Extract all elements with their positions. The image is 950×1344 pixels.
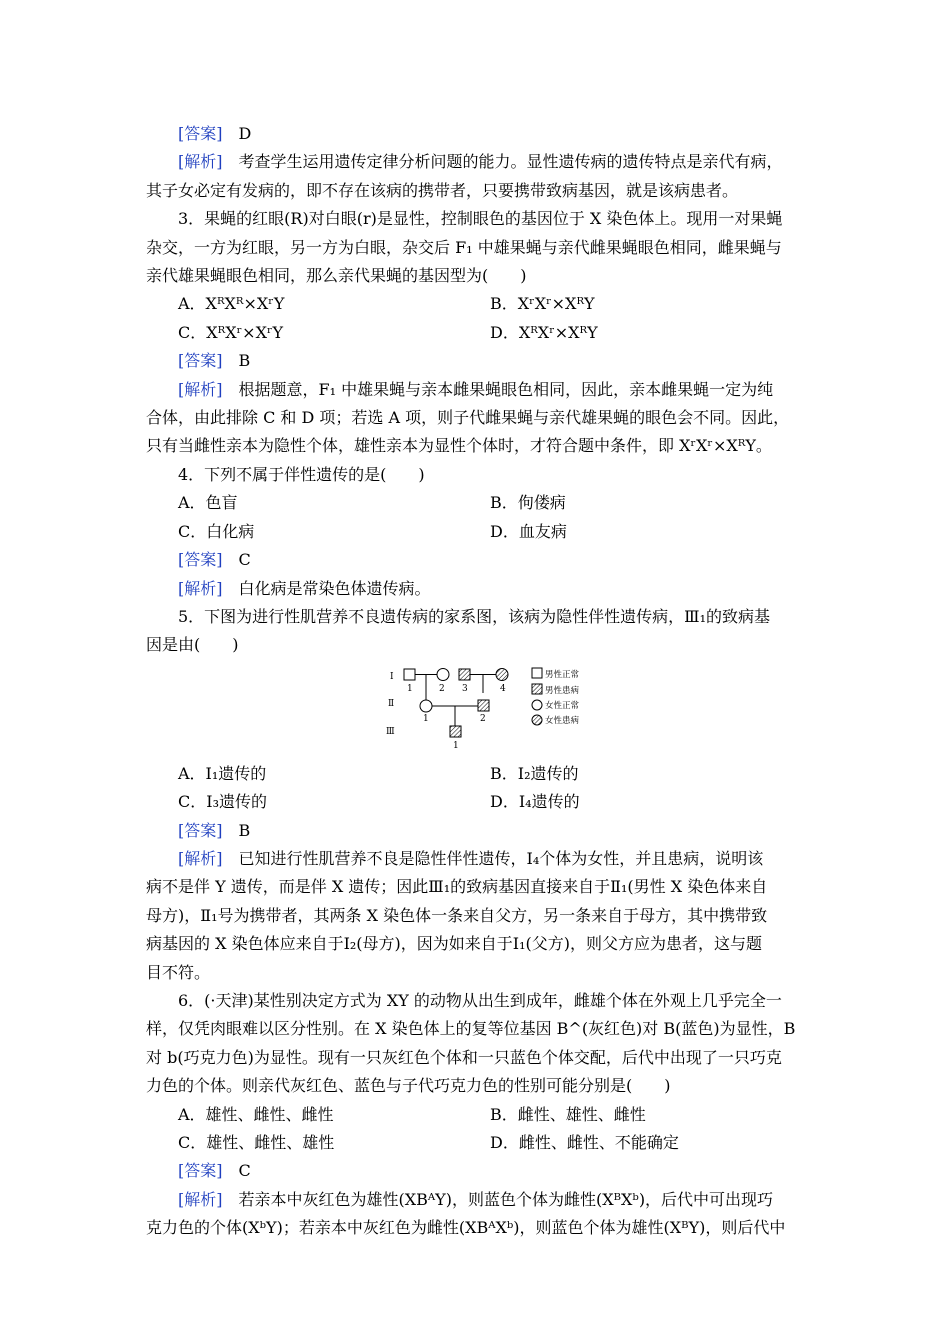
q6-stem-line-4: 力色的个体。则亲代灰红色、蓝色与子代巧克力色的性别可能分别是( ) <box>146 1076 671 1096</box>
q6-answer: [答案] C <box>178 1161 251 1181</box>
q5-analysis-line-2: 病不是伴 Y 遗传，而是伴 X 遗传；因此Ⅲ₁的致病基因直接来自于Ⅱ₁(男性 X 染色体来自 <box>146 877 768 897</box>
q6-stem-line-1: 6．(·天津)某性别决定方式为 XY 的动物从出生到成年，雌雄个体在外观上几乎完全一 <box>178 990 782 1010</box>
individual-number-I1: 1 <box>407 683 413 694</box>
individual-III1-affected-male <box>450 726 461 737</box>
legend-normal-male: 男性正常 <box>545 669 580 680</box>
q3-stem-line-3: 亲代雄果蝇眼色相同，那么亲代果蝇的基因型为( ) <box>146 266 527 286</box>
q3-option-c: C．XᴿXʳ×XʳY <box>178 322 284 342</box>
q5-stem-line-2: 因是由( ) <box>146 635 239 655</box>
q6-options-row-1 <box>146 1101 806 1129</box>
legend-normal-female: 女性正常 <box>545 700 580 711</box>
q4-options-row-1 <box>146 489 806 517</box>
pedigree-figure <box>146 664 806 760</box>
legend-normal-female-symbol <box>532 700 542 710</box>
q3-answer: [答案] B <box>178 351 251 371</box>
legend-affected-male-symbol <box>532 684 542 694</box>
document-content <box>146 120 806 1243</box>
q5-options-row-2 <box>146 788 806 816</box>
individual-II1-normal-female <box>420 700 432 712</box>
individual-I1-normal-male <box>404 669 415 680</box>
q5-option-a: A．Ⅰ₁遗传的 <box>178 763 267 783</box>
q6-option-d: D．雌性、雌性、不能确定 <box>490 1133 679 1152</box>
pedigree-chart <box>382 664 622 760</box>
q5-option-c: C．Ⅰ₃遗传的 <box>178 792 267 812</box>
individual-II2-affected-male <box>478 700 489 711</box>
q3-option-a: A．XᴿXᴿ×XʳY <box>178 294 285 314</box>
q3-stem-line-1: 3．果蝇的红眼(R)对白眼(r)是显性，控制眼色的基因位于 X 染色体上。现用一对果蝇 <box>178 209 783 229</box>
q6-analysis-line-2: 克力色的个体(XᵇY)；若亲本中灰红色为雌性(XBᴬXᵇ)，则蓝色个体为雄性(XᴮY)，则后代中 <box>146 1218 786 1238</box>
individual-number-I4: 4 <box>500 683 506 694</box>
q5-analysis-line-4: 病基因的 X 染色体应来自于Ⅰ₂(母方)，因为如来自于Ⅰ₁(父方)，则父方应为患者，这与题 <box>146 934 763 954</box>
q3-stem-line-2: 杂交，一方为红眼，另一方为白眼，杂交后 F₁ 中雄果蝇与亲代雌果蝇眼色相同，雌果蝇与 <box>146 237 782 257</box>
q3-options-row-2 <box>146 319 806 347</box>
q6-stem-line-3: 对 b(巧克力色)为显性。现有一只灰红色个体和一只蓝色个体交配，后代中出现了一只巧克 <box>146 1047 782 1067</box>
q6-analysis-line-1: [解析] 若亲本中灰红色为雄性(XBᴬY)，则蓝色个体为雌性(XᴮXᵇ)，后代中可出现巧 <box>178 1189 774 1209</box>
generation-label-1: Ⅰ <box>390 671 394 682</box>
q5-analysis-line-3: 母方)，Ⅱ₁号为携带者，其两条 X 染色体一条来自父方，另一条来自于母方，其中携带致 <box>146 905 768 925</box>
individual-number-I3: 3 <box>462 683 468 694</box>
generation-label-2: Ⅱ <box>388 698 395 709</box>
individual-I3-affected-male <box>459 669 470 680</box>
q2-answer: [答案] D <box>178 124 252 143</box>
individual-number-II1: 1 <box>423 713 429 724</box>
q5-analysis-line-5: 目不符。 <box>146 962 211 982</box>
q5-option-d: D．Ⅰ₄遗传的 <box>490 792 580 812</box>
q5-analysis-line-1: [解析] 已知进行性肌营养不良是隐性伴性遗传，Ⅰ₄个体为女性，并且患病，说明该 <box>178 848 764 868</box>
individual-number-I2: 2 <box>439 683 445 694</box>
q4-option-b: B．佝偻病 <box>490 493 566 513</box>
q4-stem: 4．下列不属于伴性遗传的是( ) <box>178 464 425 484</box>
q2-analysis-line-1: [解析] 考查学生运用遗传定律分析问题的能力。显性遗传病的遗传特点是亲代有病， <box>178 152 783 172</box>
generation-label-3: Ⅲ <box>386 726 395 737</box>
individual-I4-affected-female <box>496 668 508 680</box>
legend-affected-female: 女性患病 <box>545 715 580 726</box>
q6-stem-line-2: 样，仅凭肉眼难以区分性别。在 X 染色体上的复等位基因 B^(灰红色)对 B(蓝色)为显性，B <box>146 1019 796 1039</box>
individual-number-II2: 2 <box>480 713 486 724</box>
legend-affected-female-symbol <box>532 715 542 725</box>
q3-analysis-line-3: 只有当雌性亲本为隐性个体，雄性亲本为显性个体时，才符合题中条件，即 XʳXʳ×XᴿY。 <box>146 436 772 456</box>
q4-option-a: A．色盲 <box>178 493 238 513</box>
q3-analysis-line-2: 合体，由此排除 C 和 D 项；若选 A 项，则子代雌果蝇与亲代雄果蝇的眼色会不同。因此， <box>146 408 790 428</box>
q5-options-row-1 <box>146 760 806 788</box>
q4-option-d: D．血友病 <box>490 521 567 541</box>
q4-option-c: C．白化病 <box>178 521 255 541</box>
q5-stem-line-1: 5．下图为进行性肌营养不良遗传病的家系图，该病为隐性伴性遗传病，Ⅲ₁的致病基 <box>178 606 771 626</box>
q4-options-row-2 <box>146 518 806 546</box>
q5-answer: [答案] B <box>178 820 251 840</box>
individual-number-III1: 1 <box>453 740 459 751</box>
legend-affected-male: 男性患病 <box>545 685 580 696</box>
q3-options-row-1 <box>146 290 806 318</box>
q6-option-a: A．雄性、雌性、雌性 <box>178 1104 334 1124</box>
q3-analysis-line-1: [解析] 根据题意，F₁ 中雄果蝇与亲本雌果蝇眼色相同，因此，亲本雌果蝇一定为纯 <box>178 379 774 399</box>
q5-option-b: B．Ⅰ₂遗传的 <box>490 763 579 783</box>
q3-option-b: B．XʳXʳ×XᴿY <box>490 294 595 314</box>
q4-answer: [答案] C <box>178 550 251 570</box>
legend-normal-male-symbol <box>532 668 542 678</box>
q6-option-c: C．雄性、雌性、雄性 <box>178 1133 335 1152</box>
q4-analysis: [解析] 白化病是常染色体遗传病。 <box>178 578 431 598</box>
individual-I2-normal-female <box>437 668 449 680</box>
q2-analysis-line-2: 其子女必定有发病的，即不存在该病的携带者，只要携带致病基因，就是该病患者。 <box>146 180 739 200</box>
q6-options-row-2 <box>146 1129 806 1157</box>
q6-option-b: B．雌性、雄性、雌性 <box>490 1104 646 1124</box>
q3-option-d: D．XᴿXʳ×XᴿY <box>490 322 598 342</box>
